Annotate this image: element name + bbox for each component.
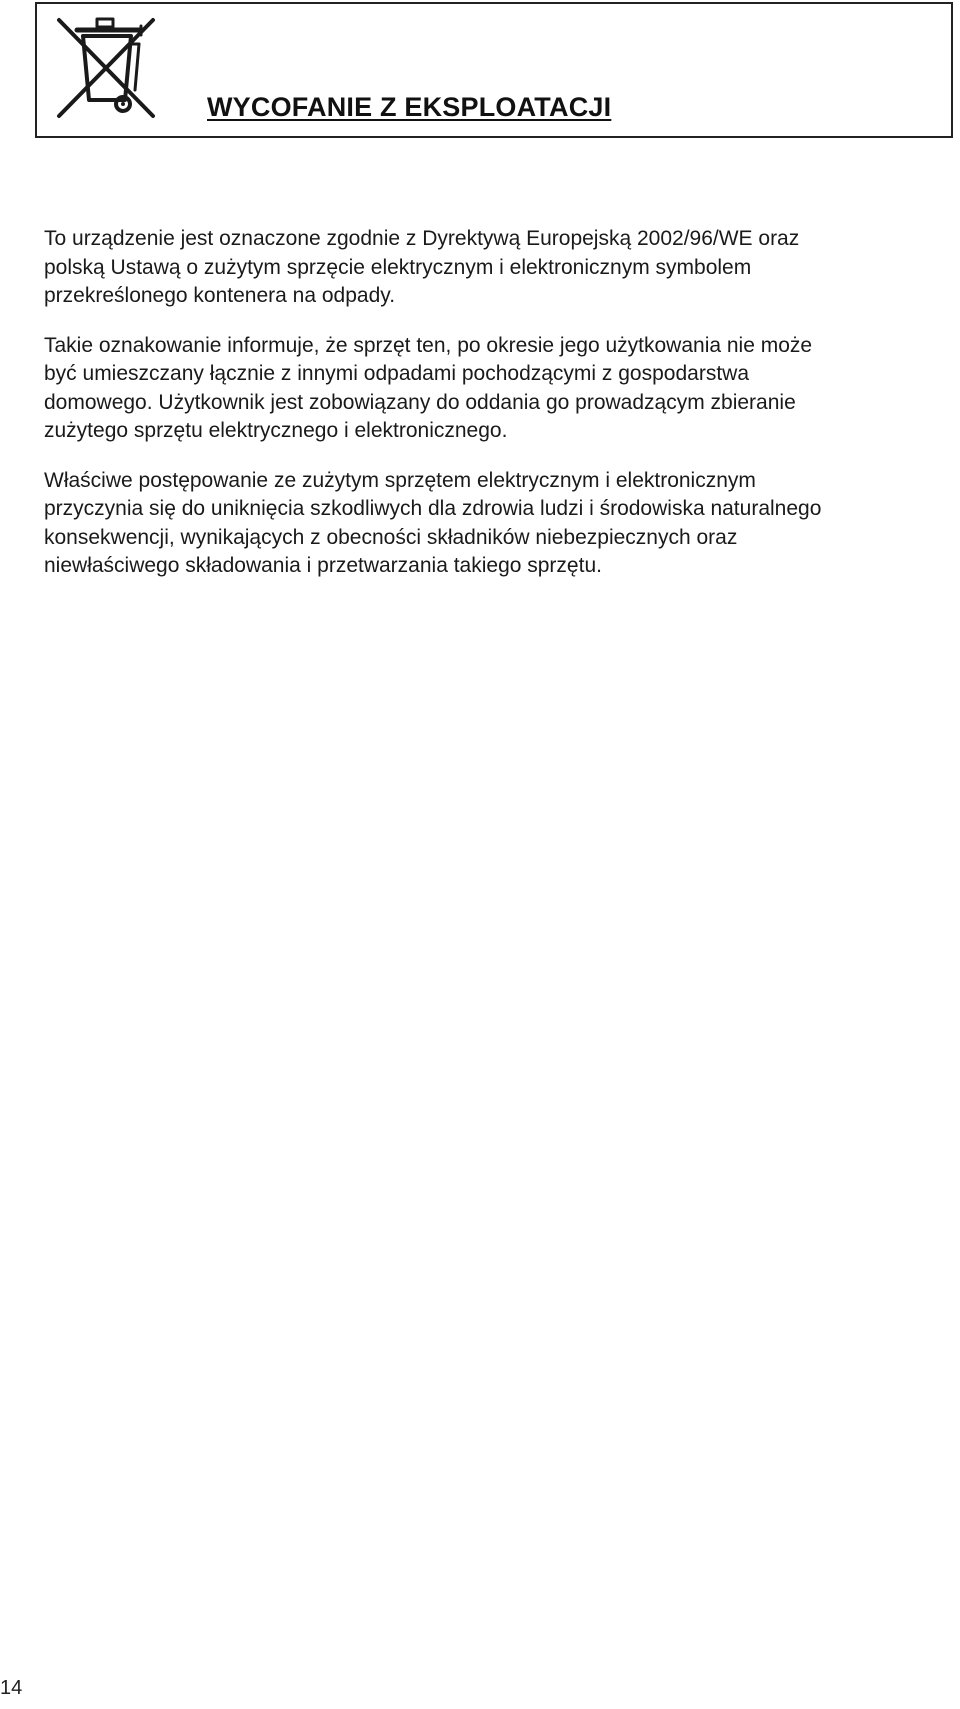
page-title: WYCOFANIE Z EKSPLOATACJI [207, 92, 612, 122]
paragraph-directive: To urządzenie jest oznaczone zgodnie z Dyrektywą Europejską 2002/96/WE oraz polską Ustawą o zużytym sprzęcie elektrycznym i elektronicznym symbolem przekreślonego kontenera na odpady. [44, 227, 800, 307]
header-box [35, 2, 953, 138]
main-content [44, 225, 924, 602]
page-number: 14 [0, 1677, 23, 1699]
paragraph-marking-info: Takie oznakowanie informuje, że sprzęt ten, po okresie jego użytkowania nie może być umieszczany łącznie z innymi odpadami pochodzącymi z gospodarstwa domowego. Użytkownik jest zobowiązany do oddania go prowadzącym zbieranie zużytego sprzętu elektrycznego i elektronicznego. [44, 333, 813, 442]
crossed-out-wheelie-bin-icon [45, 12, 163, 122]
paragraph-proper-handling: Właściwe postępowanie ze zużytym sprzętem elektrycznym i elektronicznym przyczynia się do uniknięcia szkodliwych dla zdrowia ludzi i środowiska naturalnego konsekwencji, wynikających z obecności składników niebezpiecznych oraz niewłaściwego składowania i przetwarzania takiego sprzętu. [44, 468, 822, 577]
